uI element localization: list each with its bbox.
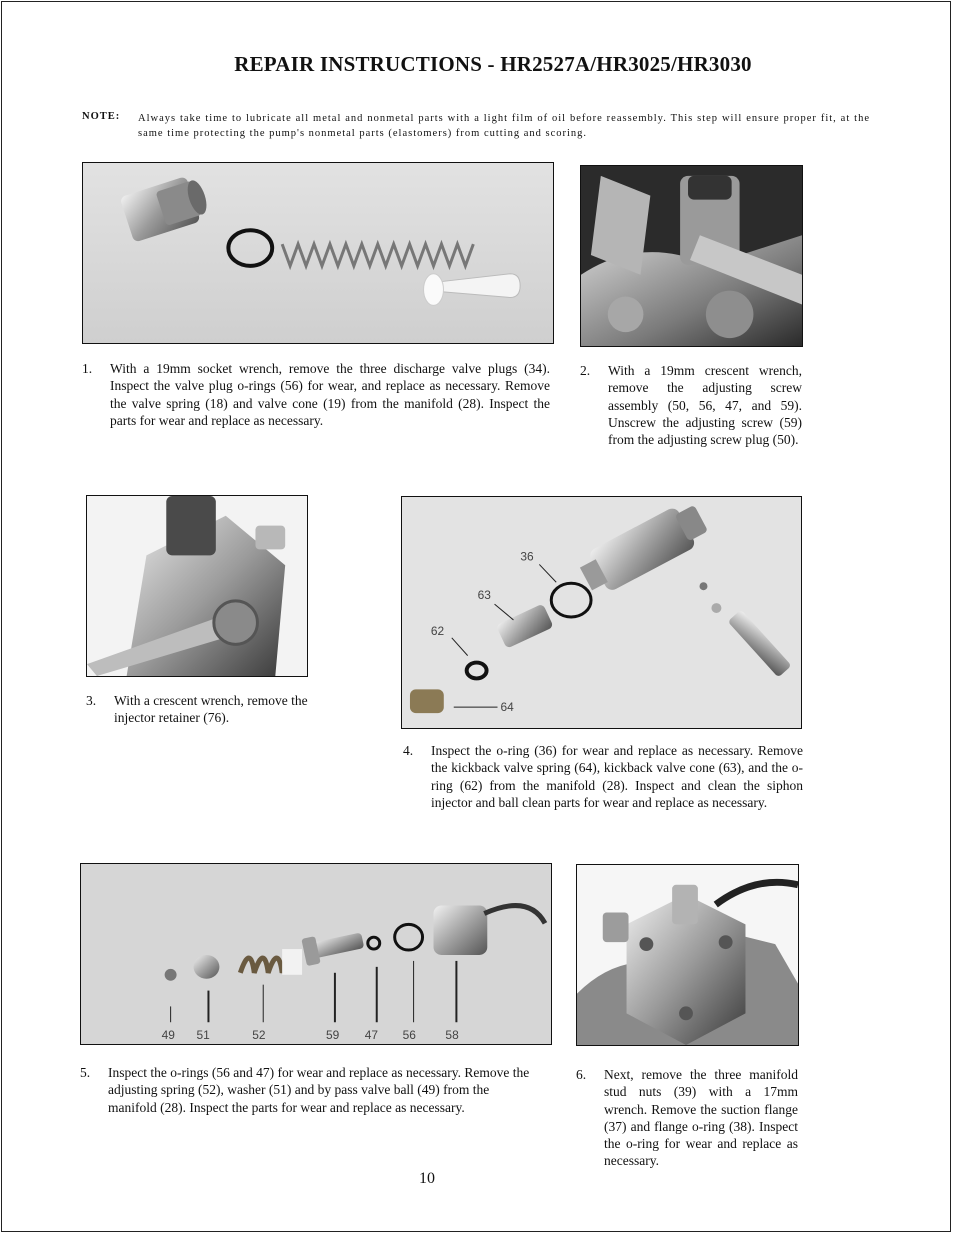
label-59: 59 xyxy=(325,1028,340,1043)
step-number: 6. xyxy=(576,1067,587,1082)
step-2 xyxy=(580,362,802,448)
photo-discharge-valve-parts xyxy=(82,162,554,344)
photo-manifold xyxy=(576,864,799,1046)
step-text: With a 19mm crescent wrench, remove the adjusting screw assembly (50, 56, 47, and 59). Unscrew the adjusting screw (59) from the adjusting screw plug (50). xyxy=(608,363,802,448)
photo-bypass-valve-parts xyxy=(80,863,552,1045)
step-text: Next, remove the three manifold stud nuts (39) with a 17mm wrench. Remove the suction flange (37) and flange o-ring (38). Inspect the o-ring for wear and replace as necessary. xyxy=(604,1067,798,1169)
label-51: 51 xyxy=(196,1028,210,1043)
step-number: 2. xyxy=(580,363,591,378)
label-62: 62 xyxy=(430,623,445,638)
photo-kickback-valve-parts xyxy=(401,496,802,729)
step-number: 3. xyxy=(86,693,97,708)
step-text: Inspect the o-rings (56 and 47) for wear and replace as necessary. Remove the adjusting spring (52), washer (51) and by pass valve ball (49) from the manifold (28). Inspect the parts for wear and replace as necessary. xyxy=(108,1065,530,1115)
label-36: 36 xyxy=(520,549,534,564)
step-3 xyxy=(86,692,308,727)
label-56: 56 xyxy=(402,1028,416,1043)
page-title: REPAIR INSTRUCTIONS - HR2527A/HR3025/HR3030 xyxy=(234,52,752,76)
label-58: 58 xyxy=(445,1028,459,1043)
label-64: 64 xyxy=(500,700,514,715)
step-number: 1. xyxy=(82,361,93,376)
page-number: 10 xyxy=(419,1170,435,1187)
label-63: 63 xyxy=(477,588,491,603)
step-5 xyxy=(80,1064,540,1116)
step-text: Inspect the o-ring (36) for wear and replace as necessary. Remove the kickback valve spring (64), kickback valve cone (63), and the o-ring (62) from the manifold (28). Inspect and clean the siphon injector and ball clean parts for wear and replace as necessary. xyxy=(431,743,803,810)
label-52: 52 xyxy=(252,1028,266,1043)
step-1 xyxy=(82,360,550,429)
photo-injector-retainer-removal xyxy=(86,495,308,677)
step-number: 4. xyxy=(403,743,414,758)
note-text: Always take time to lubricate all metal and nonmetal parts with a light film of oil before reassembly. This step will ensure proper fit, at the same time protecting the pump's nonmetal parts (elastomers) from cutting and scoring. xyxy=(138,113,870,139)
step-4 xyxy=(403,742,803,811)
label-47: 47 xyxy=(364,1028,379,1043)
step-6 xyxy=(576,1066,798,1170)
step-text: With a 19mm socket wrench, remove the three discharge valve plugs (34). Inspect the valve plug o-rings (56) for wear, and replace as necessary. Remove the valve spring (18) and valve cone (19) from the manifold (28). Inspect the parts for wear and replace as necessary. xyxy=(110,361,550,428)
label-49: 49 xyxy=(161,1028,175,1043)
photo-adjusting-screw-removal xyxy=(580,165,803,347)
step-number: 5. xyxy=(80,1065,91,1080)
note-label: NOTE: xyxy=(82,111,121,122)
step-text: With a crescent wrench, remove the injector retainer (76). xyxy=(114,693,308,726)
